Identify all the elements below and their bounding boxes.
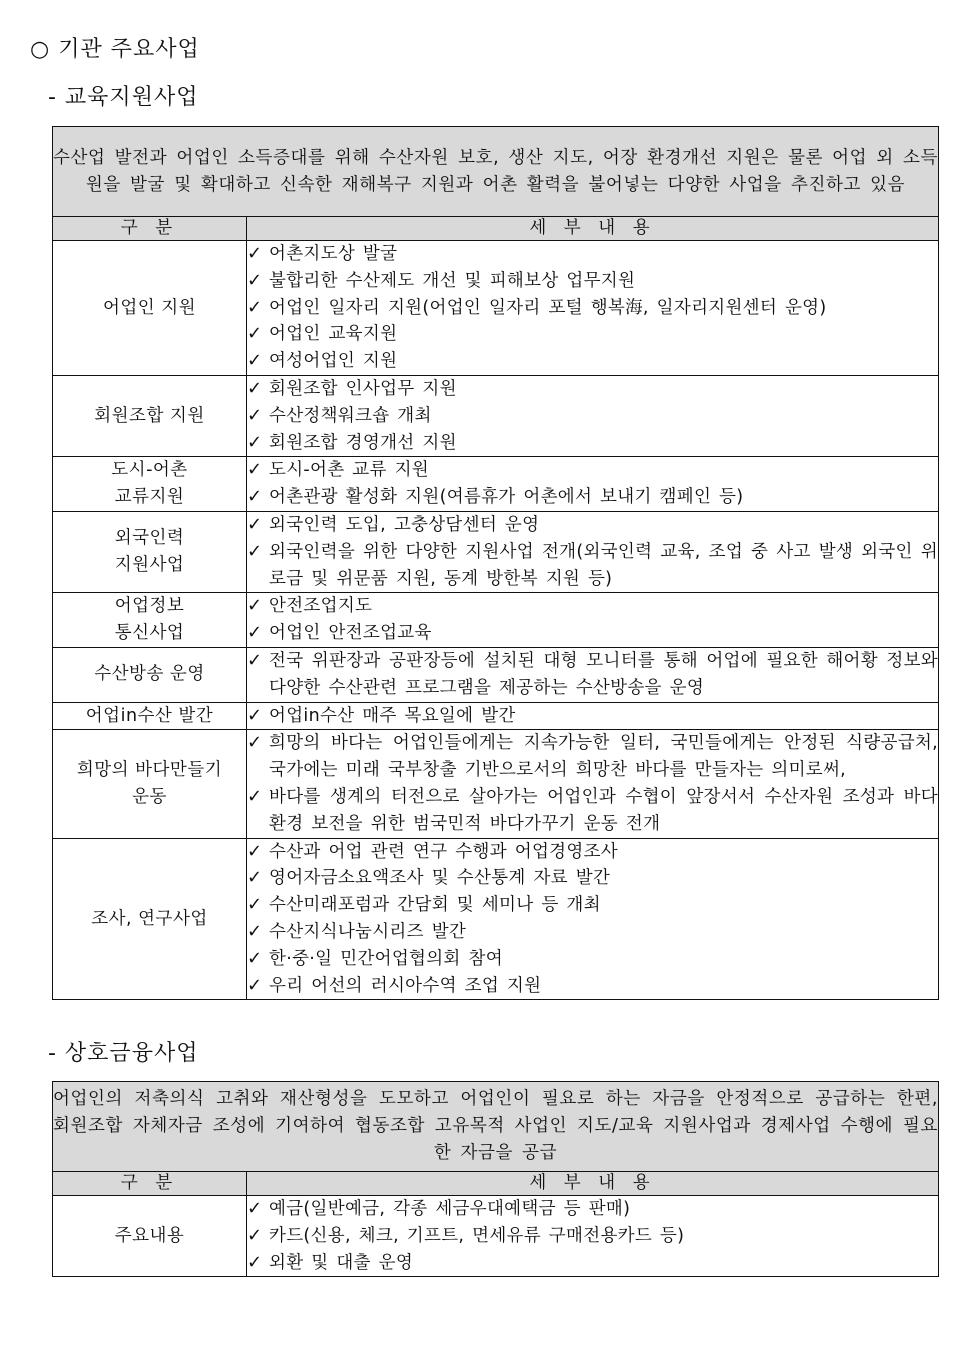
detail-text: 어업인 교육지원: [269, 324, 398, 345]
detail-item: [247, 1223, 938, 1250]
detail-item: [247, 321, 938, 348]
intro-row: [53, 1082, 939, 1172]
column-header-category: 구 분: [53, 217, 247, 241]
detail-item: [247, 403, 938, 430]
detail-text: 어촌관광 활성화 지원(여름휴가 어촌에서 보내기 캠페인 등): [269, 487, 744, 508]
detail-text: 어업인 일자리 지원(어업인 일자리 포털 행복海, 일자리지원센터 운영): [269, 297, 827, 318]
row-details: [247, 457, 939, 512]
row-details: [247, 593, 939, 648]
detail-text: 안전조업지도: [269, 596, 373, 617]
detail-text: 불합리한 수산제도 개선 및 피해보상 업무지원: [269, 270, 636, 291]
table-row: [53, 511, 939, 592]
row-category: 희망의 바다만들기 운동: [53, 730, 247, 838]
row-category: 조사, 연구사업: [53, 838, 247, 1000]
check-icon: ✓: [247, 649, 263, 671]
education-intro: 수산업 발전과 어업인 소득증대를 위해 수산자원 보호, 생산 지도, 어장 환경개선 지원은 물론 어업 외 소득원을 발굴 및 확대하고 신속한 재해복구 지원과 어촌 활력을 불어넣는 다양한 사업을 추진하고 있음: [53, 127, 939, 217]
table-row: [53, 593, 939, 648]
detail-item: [247, 376, 938, 403]
table-row: [53, 375, 939, 456]
row-details: [247, 511, 939, 592]
finance-subheading: - 상호금융사업: [48, 1041, 199, 1066]
check-icon: ✓: [247, 974, 263, 996]
table-row: [53, 702, 939, 730]
detail-text: 수산정책워크숍 개최: [269, 405, 432, 426]
detail-text: 우리 어선의 러시아수역 조업 지원: [269, 975, 542, 996]
check-icon: ✓: [247, 350, 263, 372]
column-header-detail: 세 부 내 용: [247, 217, 939, 241]
row-category: 어업정보 통신사업: [53, 593, 247, 648]
finance-intro: 어업인의 저축의식 고취와 재산형성을 도모하고 어업인이 필요로 하는 자금을 안정적으로 공급하는 한편, 회원조합 자체자금 조성에 기여하여 협동조합 고유목적 사업인 지도/교육 지원사업과 경제사업 수행에 필요한 자금을 공급: [53, 1082, 939, 1172]
row-category: 도시-어촌 교류지원: [53, 457, 247, 512]
row-details: [247, 1196, 939, 1277]
detail-item: [247, 892, 938, 919]
row-details: [247, 730, 939, 838]
check-icon: ✓: [247, 404, 263, 426]
check-icon: ✓: [247, 296, 263, 318]
check-icon: ✓: [247, 1198, 263, 1219]
detail-text: 수산과 어업 관련 연구 수행과 어업경영조사: [269, 841, 619, 862]
detail-item: [247, 946, 938, 973]
check-icon: ✓: [247, 431, 263, 453]
detail-text: 수산미래포럼과 간담회 및 세미나 등 개최: [269, 895, 601, 916]
check-icon: ✓: [247, 269, 263, 291]
detail-item: [247, 457, 938, 484]
check-icon: ✓: [247, 540, 263, 562]
detail-item: [247, 430, 938, 457]
section-heading: ○ 기관 주요사업: [30, 37, 200, 62]
detail-item: [247, 919, 938, 946]
detail-text: 외국인력 도입, 고충상담센터 운영: [269, 514, 540, 535]
header-row: [53, 217, 939, 241]
check-icon: ✓: [247, 867, 263, 889]
detail-item: [247, 784, 938, 838]
detail-item: [247, 484, 938, 511]
detail-item: [247, 1196, 938, 1223]
detail-item: [247, 620, 938, 647]
check-icon: ✓: [247, 920, 263, 942]
row-category: 회원조합 지원: [53, 375, 247, 456]
detail-text: 어촌지도상 발굴: [269, 244, 398, 264]
detail-text: 회원조합 경영개선 지원: [269, 432, 457, 453]
detail-text: 바다를 생계의 터전으로 살아가는 어업인과 수협이 앞장서서 수산자원 조성과 바다환경 보전을 위한 범국민적 바다가꾸기 운동 전개: [269, 786, 938, 834]
detail-text: 회원조합 인사업무 지원: [269, 378, 457, 399]
table-row: [53, 241, 939, 376]
detail-item: [247, 1250, 938, 1277]
detail-item: [247, 295, 938, 322]
check-icon: ✓: [247, 513, 263, 535]
check-icon: ✓: [247, 840, 263, 862]
detail-item: [247, 539, 938, 593]
check-icon: ✓: [247, 323, 263, 345]
detail-item: [247, 730, 938, 784]
detail-item: [247, 973, 938, 1000]
row-details: [247, 647, 939, 702]
detail-item: [247, 648, 938, 702]
column-header-detail: 세 부 내 용: [247, 1172, 939, 1196]
row-category: 외국인력 지원사업: [53, 511, 247, 592]
check-icon: ✓: [247, 377, 263, 399]
detail-text: 전국 위판장과 공판장등에 설치된 대형 모니터를 통해 어업에 필요한 해어황 정보와 다양한 수산관련 프로그램을 제공하는 수산방송을 운영: [269, 650, 938, 698]
table-row: [53, 838, 939, 1000]
detail-text: 외국인력을 위한 다양한 지원사업 전개(외국인력 교육, 조업 중 사고 발생 외국인 위로금 및 위문품 지원, 동계 방한복 지원 등): [269, 541, 938, 589]
detail-text: 어업인 안전조업교육: [269, 623, 432, 644]
check-icon: ✓: [247, 595, 263, 617]
check-icon: ✓: [247, 486, 263, 508]
detail-text: 어업in수산 매주 목요일에 발간: [269, 705, 516, 726]
finance-rows: [53, 1196, 939, 1277]
mutual-finance-table: [52, 1081, 939, 1277]
check-icon: ✓: [247, 785, 263, 807]
detail-item: [247, 703, 938, 730]
detail-text: 희망의 바다는 어업인들에게는 지속가능한 일터, 국민들에게는 안정된 식량공급처, 국가에는 미래 국부창출 기반으로서의 희망찬 바다를 만들자는 의미로써,: [269, 733, 938, 781]
row-details: [247, 702, 939, 730]
check-icon: ✓: [247, 1251, 263, 1273]
detail-text: 예금(일반예금, 각종 세금우대예택금 등 판매): [269, 1199, 631, 1219]
detail-item: [247, 348, 938, 375]
detail-text: 여성어업인 지원: [269, 351, 398, 372]
detail-item: [247, 839, 938, 866]
detail-item: [247, 512, 938, 539]
detail-item: [247, 241, 938, 268]
education-rows: [53, 241, 939, 1000]
row-category: 주요내용: [53, 1196, 247, 1277]
detail-text: 도시-어촌 교류 지원: [269, 460, 429, 481]
education-subheading: - 교육지원사업: [48, 85, 199, 110]
column-header-category: 구 분: [53, 1172, 247, 1196]
detail-text: 수산지식나눔시리즈 발간: [269, 921, 467, 942]
detail-text: 영어자금소요액조사 및 수산통계 자료 발간: [269, 868, 611, 889]
detail-text: 한·중·일 민간어업협의회 참여: [269, 948, 503, 969]
detail-text: 외환 및 대출 운영: [269, 1252, 414, 1273]
check-icon: ✓: [247, 947, 263, 969]
check-icon: ✓: [247, 704, 263, 726]
detail-item: [247, 268, 938, 295]
check-icon: ✓: [247, 732, 263, 754]
check-icon: ✓: [247, 243, 263, 264]
row-category: 수산방송 운영: [53, 647, 247, 702]
table-row: [53, 730, 939, 838]
row-details: [247, 241, 939, 376]
check-icon: ✓: [247, 622, 263, 644]
check-icon: ✓: [247, 894, 263, 916]
row-details: [247, 838, 939, 1000]
check-icon: ✓: [247, 459, 263, 481]
row-category: 어업인 지원: [53, 241, 247, 376]
intro-row: [53, 127, 939, 217]
detail-item: [247, 593, 938, 620]
detail-text: 카드(신용, 체크, 기프트, 면세유류 구매전용카드 등): [269, 1225, 685, 1246]
row-details: [247, 375, 939, 456]
check-icon: ✓: [247, 1224, 263, 1246]
table-row: [53, 1196, 939, 1277]
table-row: [53, 457, 939, 512]
table-row: [53, 647, 939, 702]
detail-item: [247, 865, 938, 892]
header-row: [53, 1172, 939, 1196]
education-support-table: [52, 126, 939, 1000]
row-category: 어업in수산 발간: [53, 702, 247, 730]
